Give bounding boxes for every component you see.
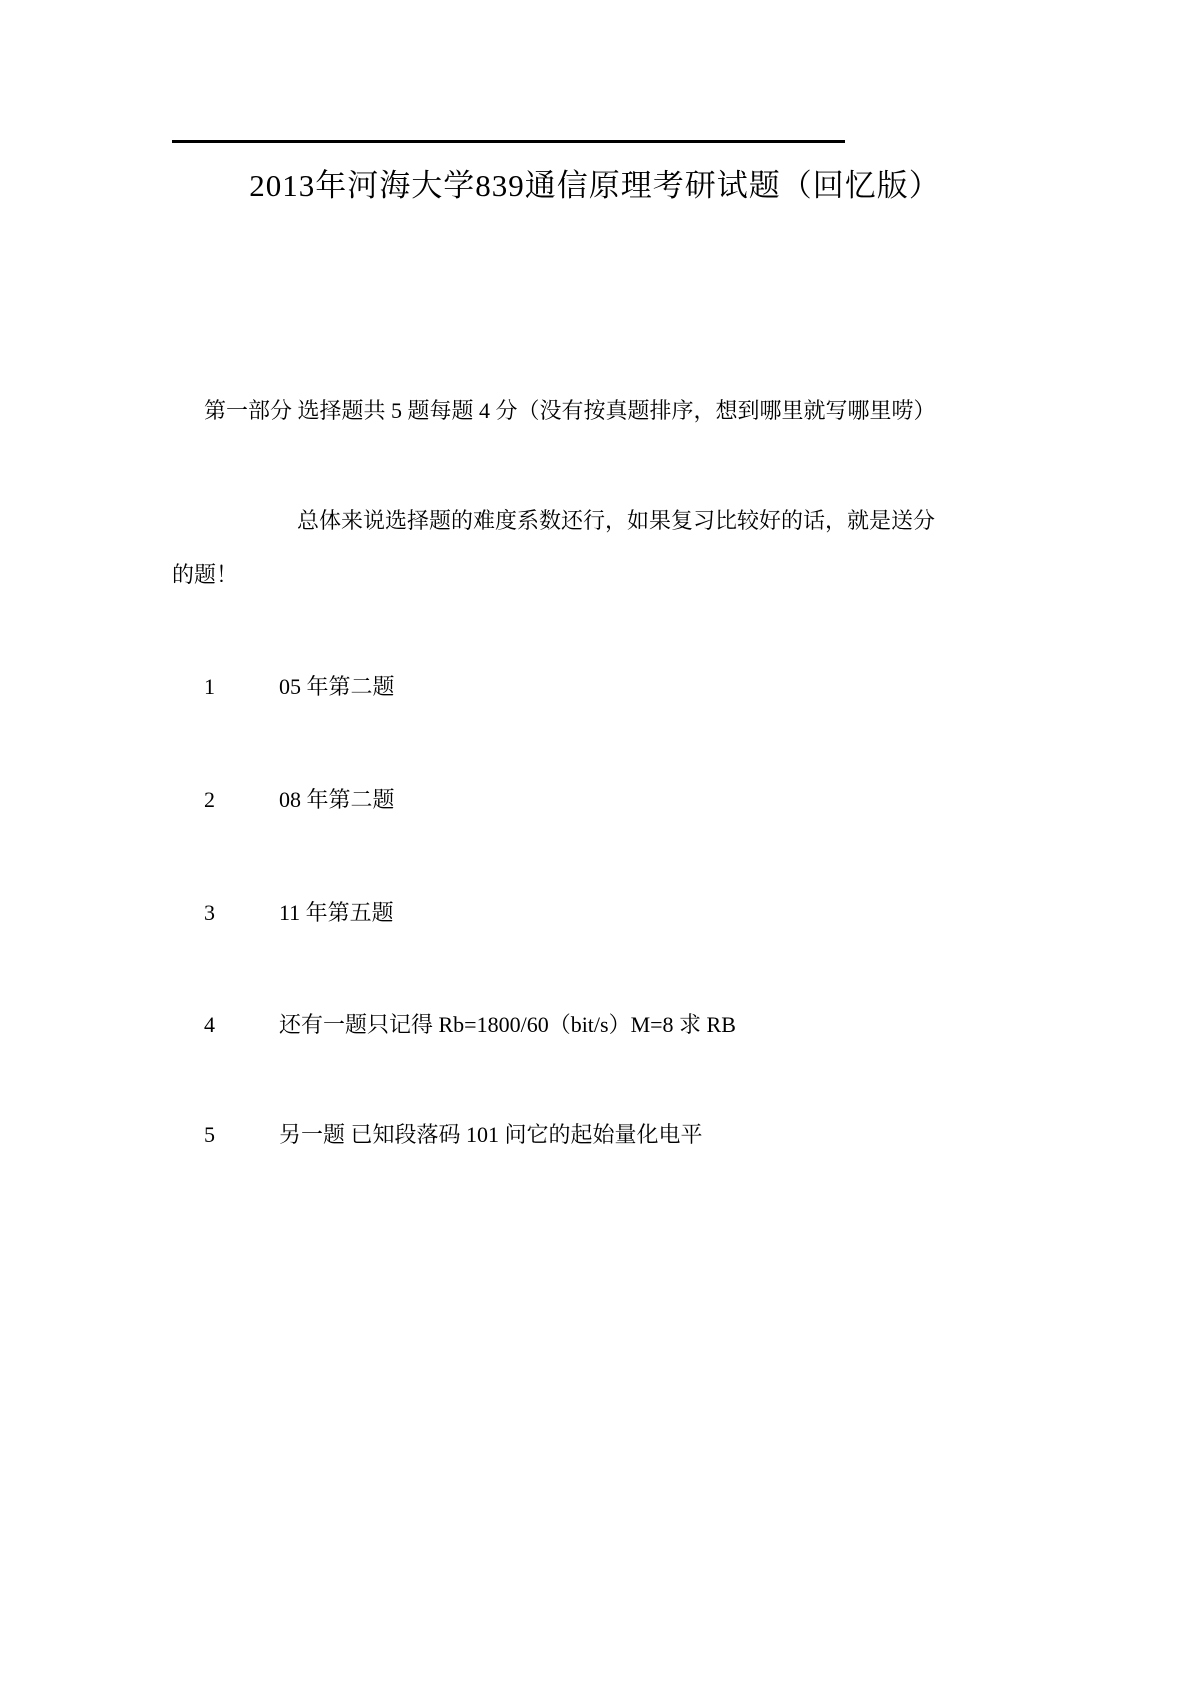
list-item-number: 1: [204, 674, 215, 699]
list-item: [204, 1010, 1064, 1040]
list-item-text: 08 年第二题: [279, 787, 395, 812]
page-title: 2013年河海大学839通信原理考研试题（回忆版）: [249, 168, 941, 203]
list-item-text: 另一题 已知段落码 101 问它的起始量化电平: [279, 1122, 703, 1147]
list-item-text: 05 年第二题: [279, 674, 395, 699]
list-item: [204, 898, 1064, 928]
list-item-number: 5: [204, 1122, 215, 1147]
list-item-number: 3: [204, 900, 215, 925]
list-item-number: 2: [204, 787, 215, 812]
list-item-text: 还有一题只记得 Rb=1800/60（bit/s）M=8 求 RB: [279, 1012, 736, 1037]
list-item: [204, 785, 1064, 815]
list-item-text: 11 年第五题: [279, 900, 394, 925]
list-item: [204, 672, 1064, 702]
part-heading: 第一部分 选择题共 5 题每题 4 分（没有按真题排序，想到哪里就写哪里唠）: [204, 398, 936, 423]
list-item: [204, 1120, 1064, 1150]
intro-paragraph-line-1: 总体来说选择题的难度系数还行，如果复习比较好的话，就是送分: [297, 508, 936, 533]
list-item-number: 4: [204, 1012, 215, 1037]
intro-paragraph-line-2: 的题！: [172, 562, 239, 587]
